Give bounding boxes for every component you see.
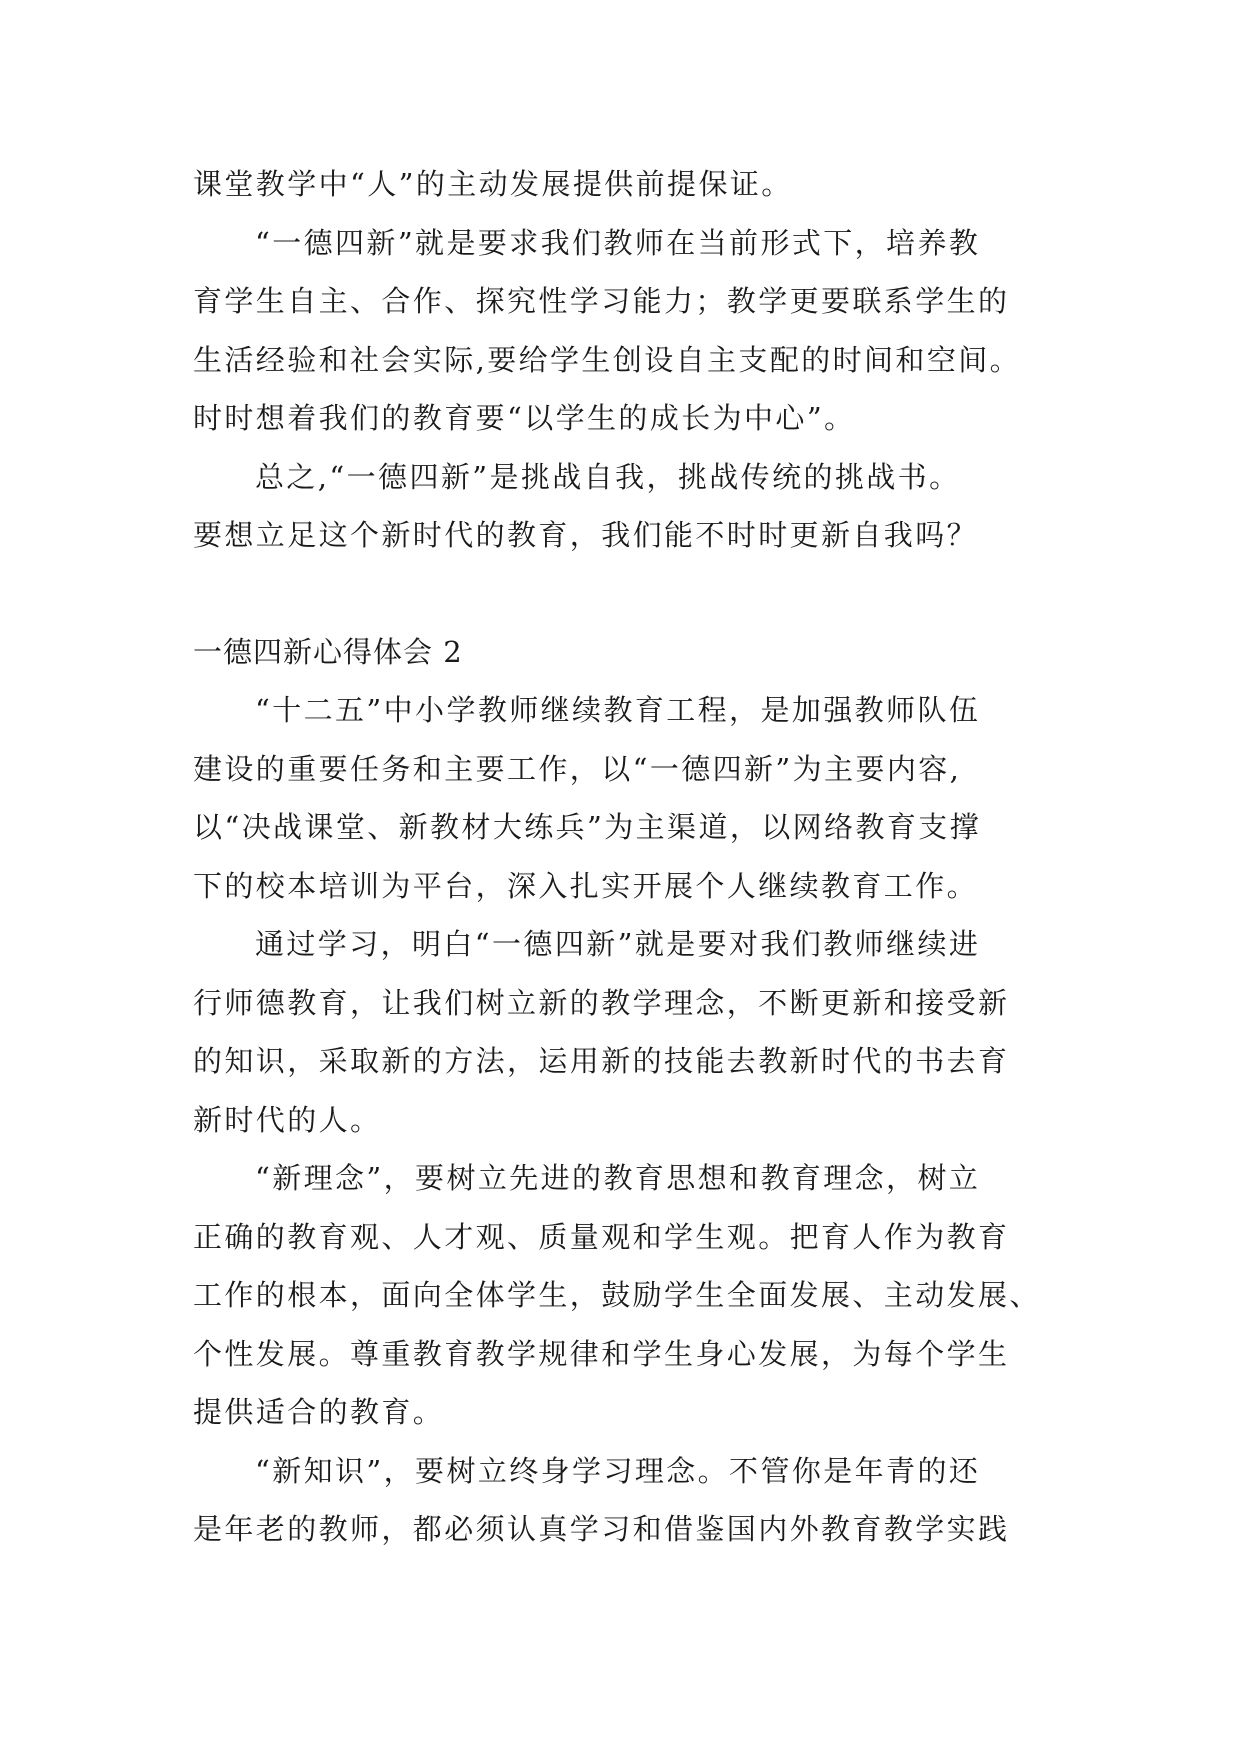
section-heading: 一德四新心得体会 2: [193, 634, 463, 669]
document-body: [193, 155, 1053, 1559]
paragraph-line: 建设的重要任务和主要工作，以“一德四新”为主要内容,: [193, 751, 962, 786]
paragraph-line: 正确的教育观、人才观、质量观和学生观。把育人作为教育: [193, 1219, 1010, 1254]
paragraph-line: 个性发展。尊重教育教学规律和学生身心发展，为每个学生: [193, 1336, 1010, 1371]
paragraph-line: 生活经验和社会实际,要给学生创设自主支配的时间和空间。: [193, 342, 1022, 377]
paragraph-line: 是年老的教师，都必须认真学习和借鉴国内外教育教学实践: [193, 1512, 1010, 1546]
paragraph-line: 新时代的人。: [193, 1102, 382, 1137]
paragraph-line: 行师德教育，让我们树立新的教学理念，不断更新和接受新: [193, 985, 1010, 1020]
paragraph-line: 总之,“一德四新”是挑战自我，挑战传统的挑战书。: [255, 459, 961, 494]
paragraph-line: 下的校本培训为平台，深入扎实开展个人继续教育工作。: [193, 868, 979, 903]
paragraph-line: 要想立足这个新时代的教育，我们能不时时更新自我吗？: [193, 518, 979, 552]
paragraph-line: “新知识”，要树立终身学习理念。不管你是年青的还: [255, 1453, 981, 1488]
paragraph-line: “十二五”中小学教师继续教育工程，是加强教师队伍: [255, 693, 981, 727]
paragraph-line: 课堂教学中“人”的主动发展提供前提保证。: [193, 167, 793, 201]
paragraph-line: 通过学习，明白“一德四新”就是要对我们教师继续进: [255, 927, 981, 961]
section-spacer: [193, 565, 1053, 623]
paragraph-line: “一德四新”就是要求我们教师在当前形式下，培养教: [255, 225, 981, 260]
paragraph-line: 的知识，采取新的方法，运用新的技能去教新时代的书去育: [193, 1044, 1010, 1078]
paragraph-line: 工作的根本，面向全体学生，鼓励学生全面发展、主动发展、: [193, 1278, 1041, 1312]
paragraph-line: 提供适合的教育。: [193, 1395, 445, 1429]
paragraph-line: 育学生自主、合作、探究性学习能力；教学更要联系学生的: [193, 284, 1010, 318]
paragraph-line: “新理念”，要树立先进的教育思想和教育理念，树立: [255, 1161, 981, 1195]
paragraph-line: 以“决战课堂、新教材大练兵”为主渠道，以网络教育支撑: [193, 810, 982, 844]
paragraph-line: 时时想着我们的教育要“以学生的成长为中心”。: [193, 401, 856, 435]
